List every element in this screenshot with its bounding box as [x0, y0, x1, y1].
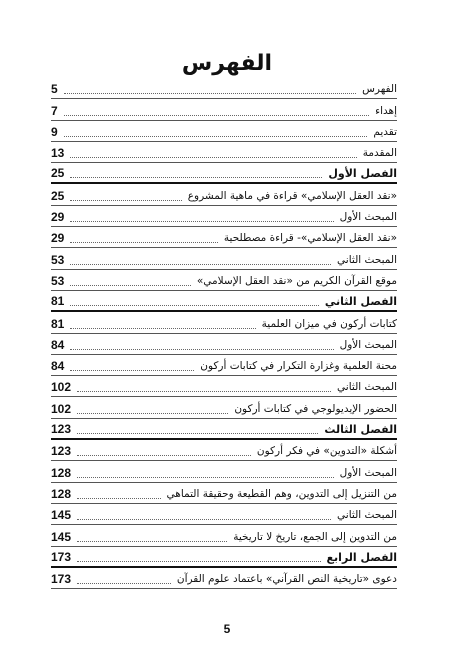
toc-entry-label: المبحث الثاني: [337, 253, 397, 266]
toc-entry-row: [51, 483, 397, 504]
toc-entry-label: الفصل الثاني: [324, 295, 397, 309]
toc-dot-leader: [70, 370, 194, 371]
toc-dot-leader: [77, 498, 161, 499]
toc-entry-label: المبحث الأول: [339, 338, 397, 351]
toc-dot-leader: [70, 177, 322, 178]
toc-chapter-row: [51, 163, 397, 184]
toc-dot-leader: [64, 136, 368, 137]
toc-entry-label: دعوى «تاريخية النص القرآني» باعتماد علوم القرآن: [176, 573, 397, 586]
toc-entry-page-number: 9: [51, 124, 58, 139]
toc-dot-leader: [77, 455, 251, 456]
table-of-contents: [51, 78, 397, 589]
toc-dot-leader: [77, 477, 334, 478]
toc-entry-row: [51, 334, 397, 355]
toc-entry-row: [51, 142, 397, 163]
toc-entry-page-number: 81: [51, 316, 65, 331]
toc-entry-page-number: 29: [51, 210, 65, 225]
toc-entry-label: المبحث الثاني: [337, 509, 397, 522]
toc-dot-leader: [70, 221, 333, 222]
toc-dot-leader: [70, 305, 319, 306]
toc-dot-leader: [70, 157, 356, 158]
toc-dot-leader: [70, 285, 190, 286]
toc-entry-row: [51, 227, 397, 248]
toc-entry-page-number: 145: [51, 508, 72, 523]
toc-entry-page-number: 53: [51, 252, 65, 267]
toc-entry-row: [51, 504, 397, 525]
toc-entry-row: [51, 78, 397, 99]
page-title: الفهرس: [181, 51, 273, 76]
toc-dot-leader: [77, 519, 331, 520]
toc-entry-label: من التنزيل إلى التدوين، وهم القطيعة وحقيقة التماهي: [166, 487, 397, 500]
toc-entry-row: [51, 397, 397, 418]
toc-dot-leader: [77, 541, 227, 542]
toc-entry-row: [51, 184, 397, 205]
toc-entry-label: أشكلة «التدوين» في فكر أركون: [256, 445, 397, 458]
toc-entry-label: من التدوين إلى الجمع، تاريخ لا تاريخية: [233, 530, 397, 543]
toc-entry-label: المبحث الثاني: [337, 381, 397, 394]
toc-dot-leader: [77, 391, 331, 392]
toc-entry-label: الفصل الثالث: [324, 423, 397, 437]
toc-entry-page-number: 173: [51, 572, 72, 587]
toc-entry-page-number: 53: [51, 273, 65, 288]
toc-entry-page-number: 81: [51, 294, 65, 309]
toc-entry-row: [51, 525, 397, 546]
toc-entry-row: [51, 248, 397, 269]
toc-entry-page-number: 84: [51, 337, 65, 352]
toc-entry-label: كتابات أركون في ميزان العلمية: [261, 317, 397, 330]
toc-dot-leader: [77, 413, 228, 414]
toc-entry-row: [51, 568, 397, 589]
toc-entry-label: الحضور الإيديولوجي في كتابات أركون: [234, 402, 397, 415]
toc-entry-row: [51, 355, 397, 376]
toc-entry-label: إهداء: [375, 104, 397, 117]
toc-dot-leader: [77, 583, 171, 584]
toc-dot-leader: [77, 433, 318, 434]
toc-dot-leader: [70, 264, 331, 265]
toc-entry-row: [51, 461, 397, 482]
toc-entry-label: المقدمة: [362, 147, 397, 160]
toc-dot-leader: [77, 561, 321, 562]
toc-entry-page-number: 29: [51, 231, 65, 246]
toc-entry-row: [51, 376, 397, 397]
toc-entry-row: [51, 99, 397, 120]
page-number: 5: [223, 622, 231, 636]
toc-entry-label: «نقد العقل الإسلامي» قراءة في ماهية المشروع: [187, 189, 397, 202]
toc-entry-page-number: 102: [51, 401, 72, 416]
toc-entry-row: [51, 312, 397, 333]
toc-entry-page-number: 173: [51, 549, 72, 564]
toc-entry-page-number: 25: [51, 166, 65, 181]
toc-entry-row: [51, 270, 397, 291]
toc-entry-page-number: 145: [51, 529, 72, 544]
toc-entry-page-number: 123: [51, 422, 72, 437]
toc-entry-label: محنة العلمية وغزارة التكرار في كتابات أركون: [200, 360, 397, 373]
toc-entry-label: الفصل الأول: [328, 167, 397, 181]
toc-dot-leader: [64, 115, 369, 116]
toc-chapter-row: [51, 547, 397, 568]
toc-entry-label: الفصل الرابع: [326, 550, 397, 564]
toc-chapter-row: [51, 419, 397, 440]
toc-entry-label: المبحث الأول: [339, 466, 397, 479]
toc-entry-label: تقديم: [373, 125, 397, 138]
toc-dot-leader: [70, 328, 255, 329]
toc-entry-label: الفهرس: [362, 83, 397, 96]
toc-entry-page-number: 123: [51, 444, 72, 459]
toc-dot-leader: [64, 93, 356, 94]
toc-entry-label: موقع القرآن الكريم من «نقد العقل الإسلامي»: [196, 274, 397, 287]
toc-dot-leader: [70, 349, 333, 350]
toc-entry-page-number: 128: [51, 465, 72, 480]
toc-entry-row: [51, 121, 397, 142]
toc-entry-page-number: 128: [51, 486, 72, 501]
toc-entry-page-number: 84: [51, 359, 65, 374]
toc-dot-leader: [70, 242, 218, 243]
toc-chapter-row: [51, 291, 397, 312]
toc-dot-leader: [70, 200, 181, 201]
toc-entry-page-number: 7: [51, 103, 58, 118]
toc-entry-label: «نقد العقل الإسلامي»- قراءة مصطلحية: [223, 232, 397, 245]
toc-entry-row: [51, 440, 397, 461]
toc-entry-page-number: 13: [51, 146, 65, 161]
toc-entry-page-number: 25: [51, 188, 65, 203]
toc-entry-page-number: 5: [51, 82, 58, 97]
toc-entry-row: [51, 206, 397, 227]
toc-entry-label: المبحث الأول: [339, 211, 397, 224]
toc-entry-page-number: 102: [51, 380, 72, 395]
